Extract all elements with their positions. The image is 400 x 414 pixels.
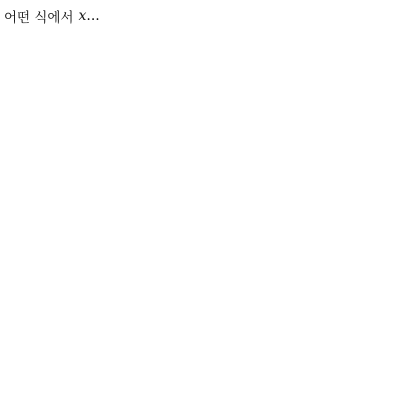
question-text-prefix: 어떤 식에서 [4, 10, 74, 26]
expr-subtracted: x... [78, 8, 100, 24]
question-line-1 [4, 6, 100, 26]
